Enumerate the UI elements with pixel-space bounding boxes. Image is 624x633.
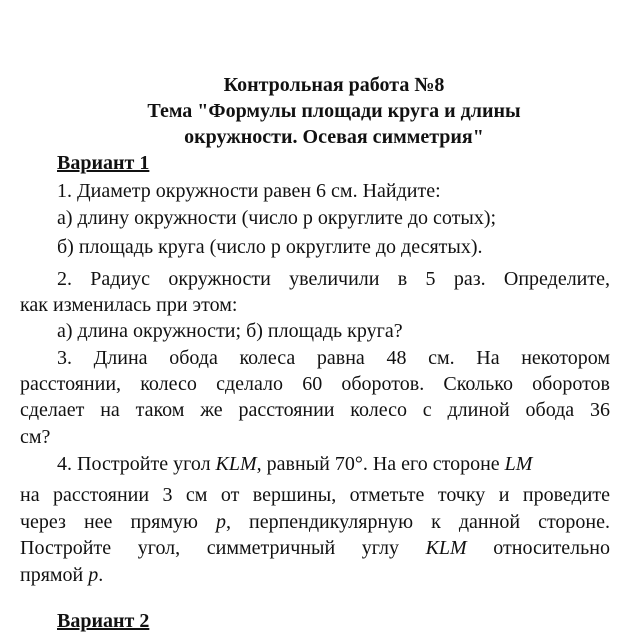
topic-line-1: Тема "Формулы площади круга и длины [147, 100, 521, 122]
task4-line-2: на расстоянии 3 см от вершины, отметьте точку и проведите [20, 484, 610, 506]
task3-line-1: 3. Длина обода колеса равна 48 см. На некотором [57, 347, 610, 369]
task4-line-4 [20, 535, 610, 561]
task4-text: , перпендикулярную к данной стороне. [225, 511, 610, 533]
task3-line-4: см? [20, 426, 51, 448]
worksheet-title: Контрольная работа №8 [223, 74, 445, 96]
task4-text: прямой [20, 564, 89, 586]
task1-intro: 1. Диаметр окружности равен 6 см. Найдите: [57, 180, 441, 202]
task4-text: через нее прямую [20, 511, 216, 533]
side-name: LM [504, 453, 533, 475]
task4-text: , равный 70°. На его стороне [256, 453, 505, 475]
task2-line-3: а) длина окружности; б) площадь круга? [57, 320, 403, 342]
task4-text: Постройте угол, симметричный углу [20, 537, 426, 559]
task1-part-b: б) площадь круга (число р округлите до десятых). [57, 236, 483, 258]
task4-text: 4. Постройте угол [57, 453, 216, 475]
task2-line-2: как изменилась при этом: [20, 294, 238, 316]
task4-line-3 [20, 509, 610, 535]
task1-part-a: а) длину окружности (число р округлите до сотых); [57, 207, 497, 229]
task3-line-2: расстоянии, колесо сделало 60 оборотов. Сколько оборотов [20, 373, 610, 395]
angle-name: KLM [425, 537, 467, 559]
topic-line-2: окружности. Осевая симметрия" [184, 126, 484, 148]
task4-line-1 [20, 451, 610, 477]
task4-text: относительно [466, 537, 610, 559]
task3-line-3: сделает на таком же расстоянии колесо с длиной обода 36 [20, 399, 610, 421]
variant-1-heading: Вариант 1 [57, 152, 150, 174]
line-name: р [88, 564, 99, 586]
task2-line-1: 2. Радиус окружности увеличили в 5 раз. Определите, [57, 268, 610, 290]
variant-2-heading: Вариант 2 [57, 610, 150, 632]
line-name: р [215, 511, 226, 533]
angle-name: KLM [215, 453, 257, 475]
task4-text: . [98, 564, 104, 586]
task4-line-5 [20, 562, 610, 588]
